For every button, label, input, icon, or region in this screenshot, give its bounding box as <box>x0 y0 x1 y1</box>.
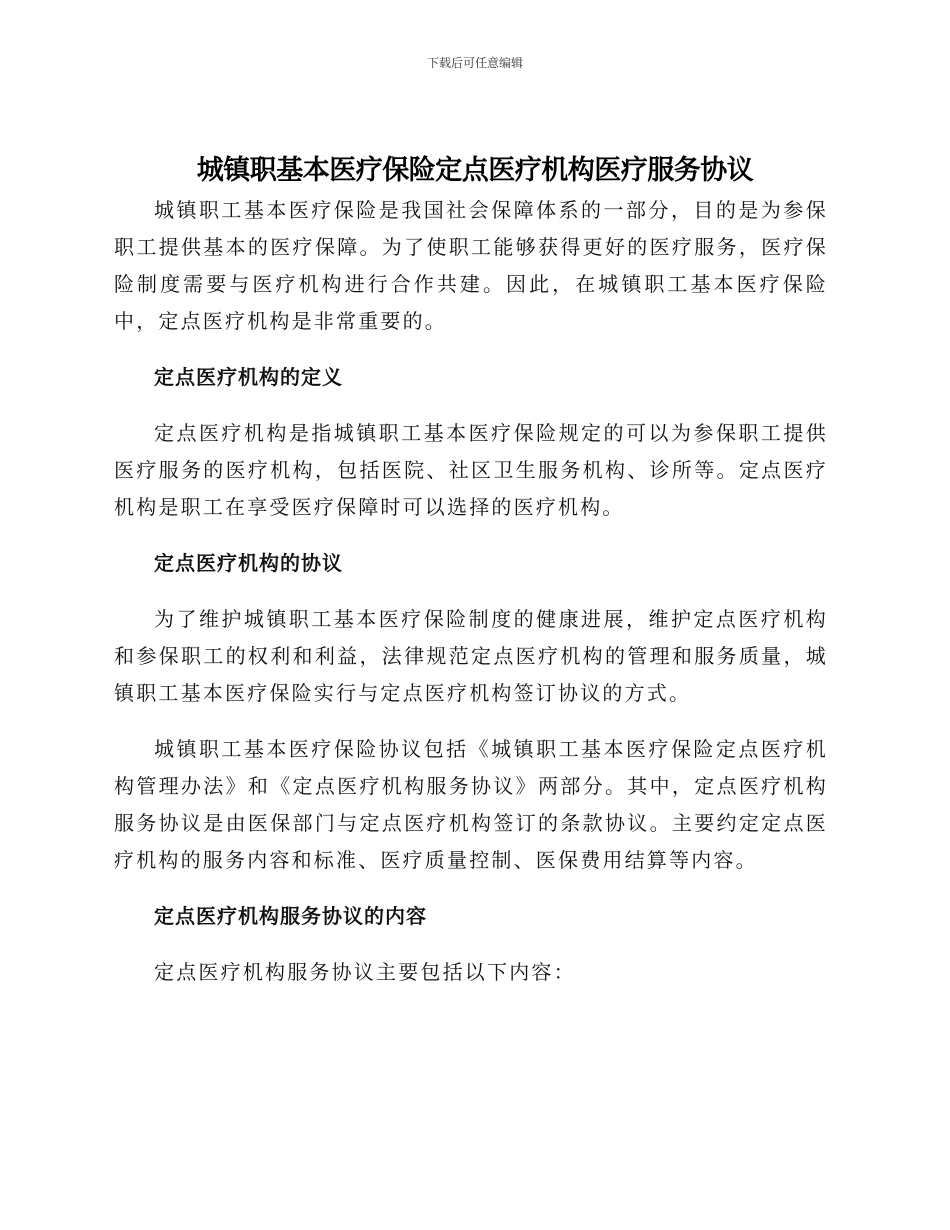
document-body <box>114 192 828 1010</box>
section-heading-contents: 定点医疗机构服务协议的内容 <box>154 904 427 928</box>
header-note: 下载后可任意编辑 <box>426 56 523 70</box>
agreement-paragraph-2: 城镇职工基本医疗保险协议包括《城镇职工基本医疗保险定点医疗机构管理办法》和《定点医疗机构服务协议》两部分。其中，定点医疗机构服务协议是由医保部门与定点医疗机构签订的条款协议。主要约定定点医疗机构的服务内容和标准、医疗质量控制、医保费用结算等内容。 <box>114 737 828 872</box>
agreement-paragraph-1: 为了维护城镇职工基本医疗保险制度的健康进展，维护定点医疗机构和参保职工的权利和利益，法律规范定点医疗机构的管理和服务质量，城镇职工基本医疗保险实行与定点医疗机构签订协议的方式。 <box>114 607 828 705</box>
definition-paragraph: 定点医疗机构是指城镇职工基本医疗保险规定的可以为参保职工提供医疗服务的医疗机构，包括医院、社区卫生服务机构、诊所等。定点医疗机构是职工在享受医疗保障时可以选择的医疗机构。 <box>114 421 828 519</box>
section-heading-definition: 定点医疗机构的定义 <box>154 365 343 389</box>
intro-paragraph: 城镇职工基本医疗保险是我国社会保障体系的一部分，目的是为参保职工提供基本的医疗保障。为了使职工能够获得更好的医疗服务，医疗保险制度需要与医疗机构进行合作共建。因此，在城镇职工基本医疗保险中，定点医疗机构是非常重要的。 <box>114 198 828 333</box>
section-heading-agreement: 定点医疗机构的协议 <box>154 551 343 575</box>
document-title: 城镇职基本医疗保险定点医疗机构医疗服务协议 <box>196 155 754 186</box>
contents-paragraph: 定点医疗机构服务协议主要包括以下内容： <box>154 960 576 984</box>
